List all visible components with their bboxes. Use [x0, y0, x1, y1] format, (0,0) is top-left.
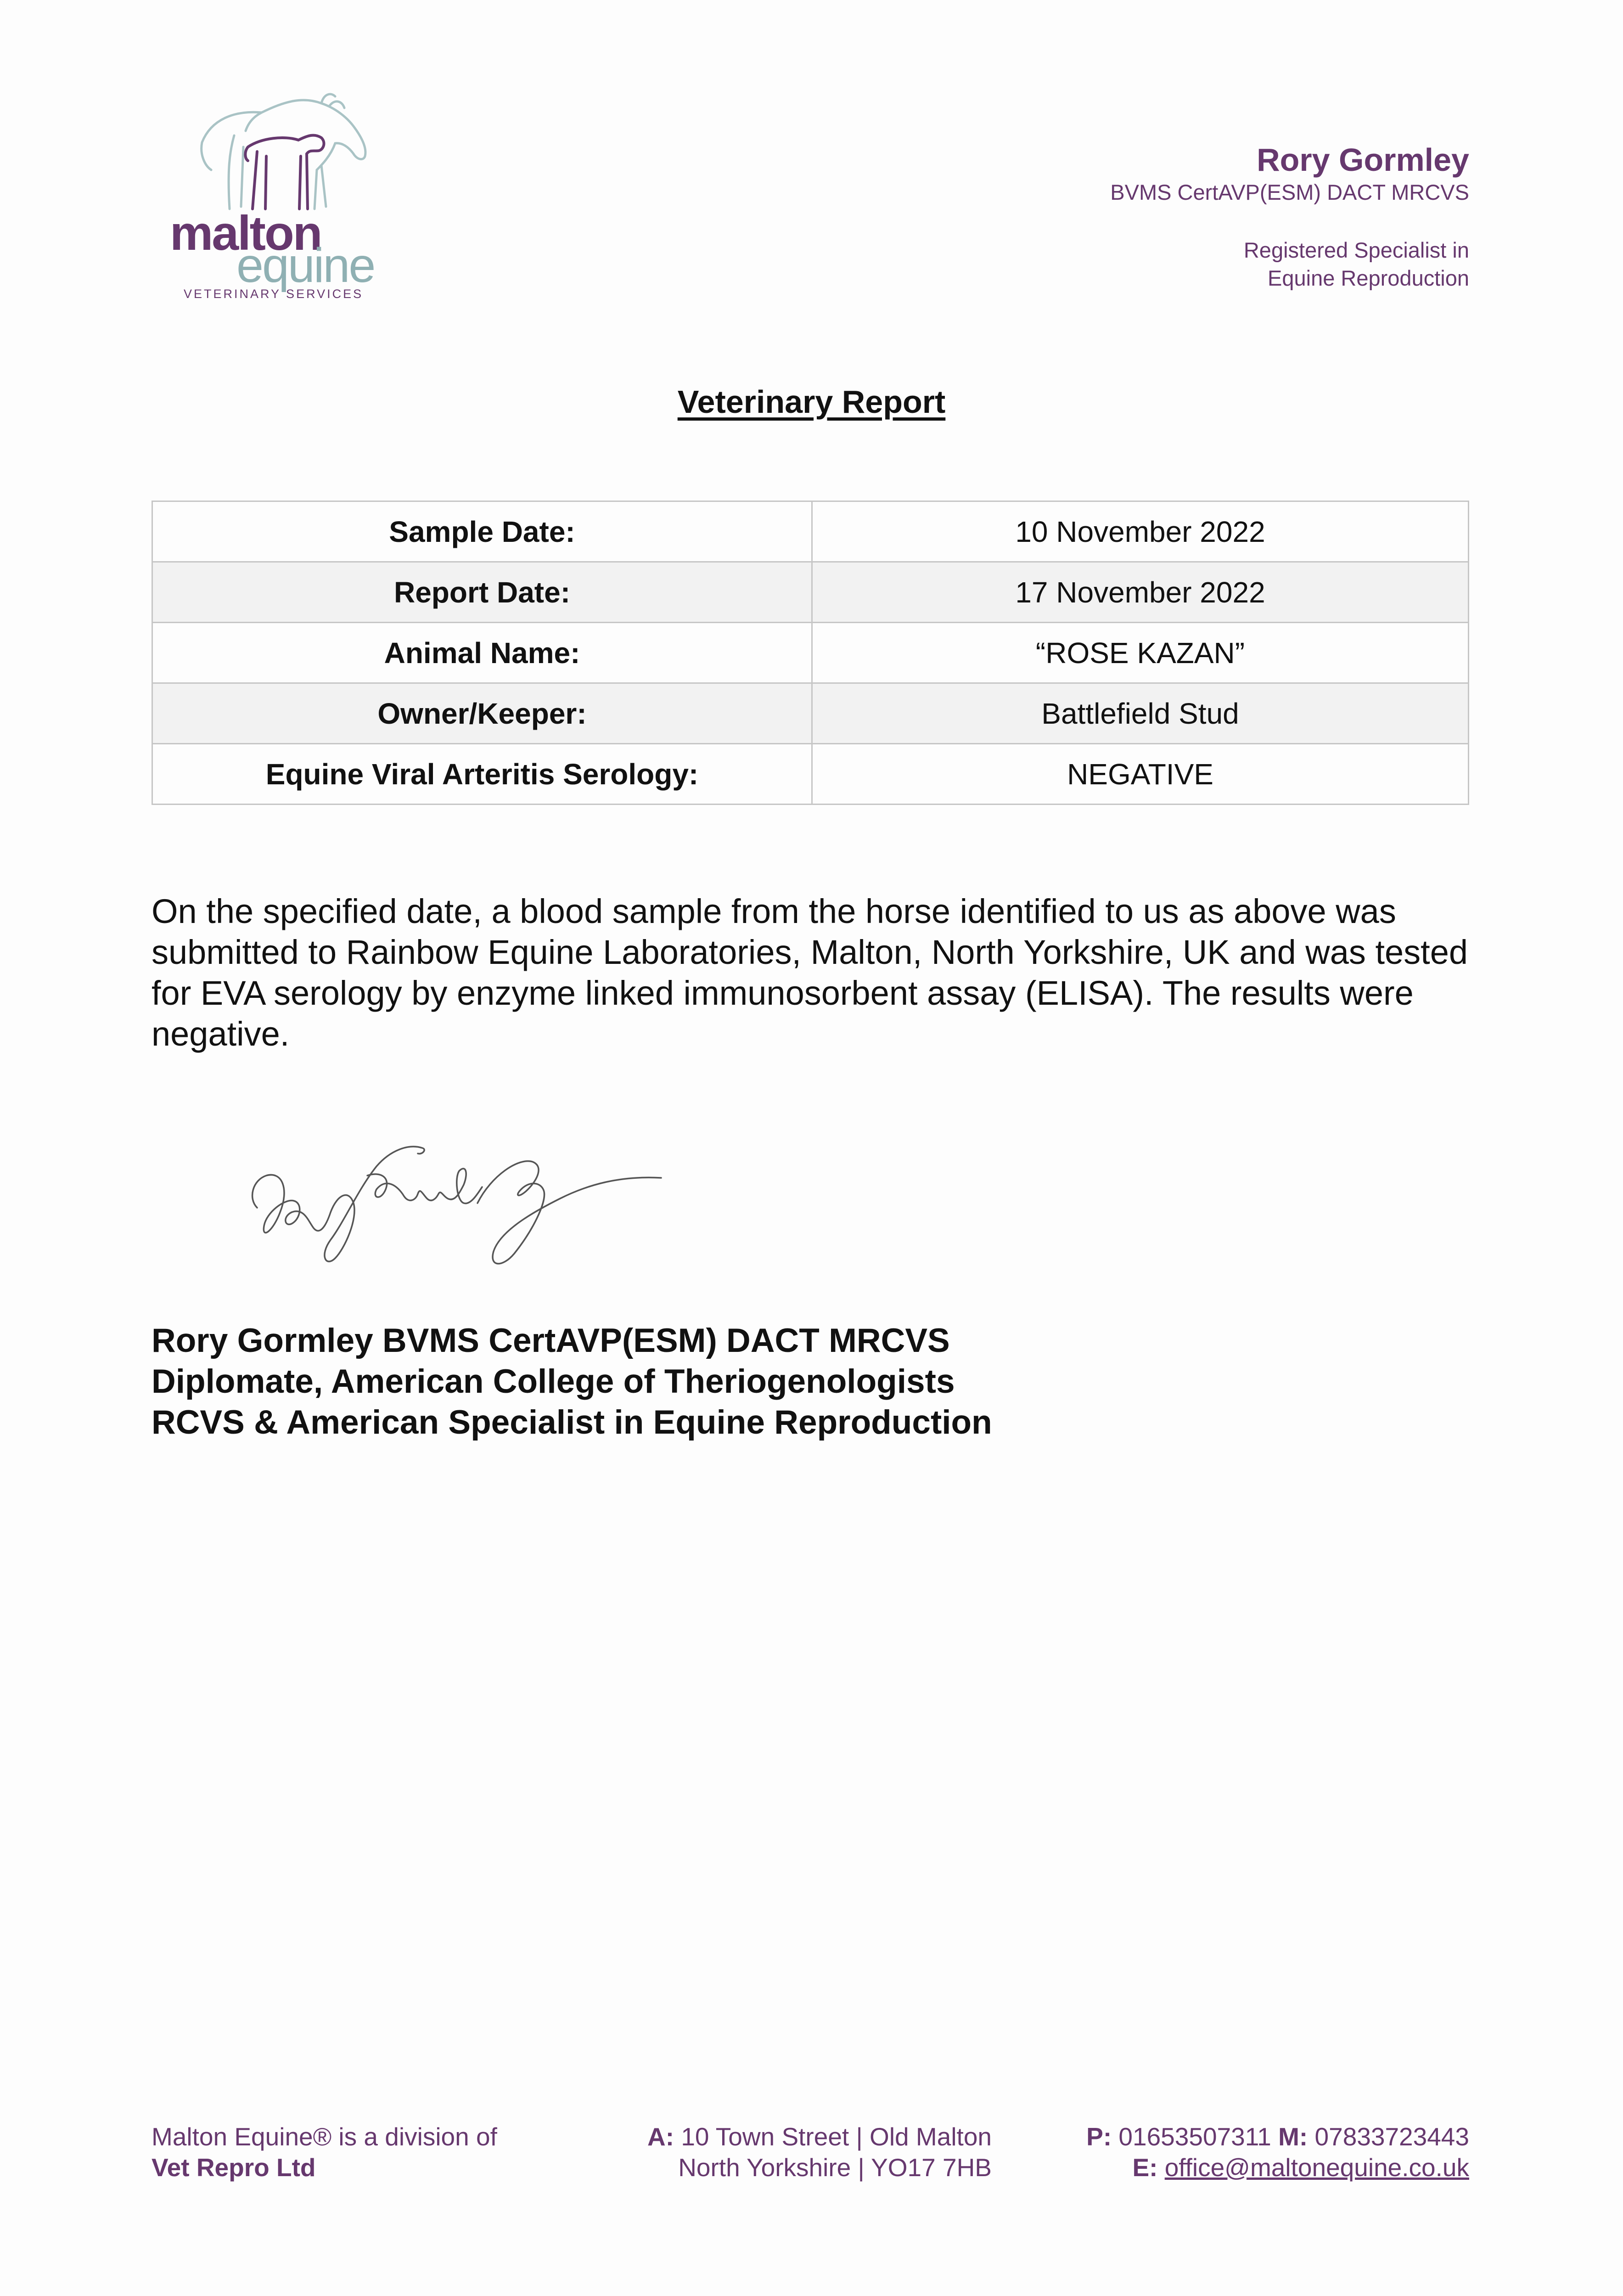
- footer-company: [152, 2122, 497, 2183]
- signatory-name: Rory Gormley BVMS CertAVP(ESM) DACT MRCVS: [152, 1322, 950, 1359]
- address-line-2: North Yorkshire | YO17 7HB: [678, 2153, 992, 2182]
- signatory-specialist: RCVS & American Specialist in Equine Reproduction: [152, 1404, 992, 1441]
- signatory-block: [152, 1320, 992, 1443]
- row-value: NEGATIVE: [812, 744, 1469, 805]
- logo-subtitle: VETERINARY SERVICES: [184, 287, 364, 301]
- phone-number: 01653507311: [1118, 2122, 1271, 2151]
- signatory-diplomate: Diplomate, American College of Theriogenologists: [152, 1363, 955, 1400]
- logo-word-malton: malton: [170, 206, 321, 260]
- footer-address: [597, 2122, 992, 2183]
- row-label: Equine Viral Arteritis Serology:: [152, 744, 812, 805]
- email-key: E:: [1132, 2153, 1158, 2182]
- phone-key: P:: [1086, 2122, 1112, 2151]
- specialist-line-2: Equine Reproduction: [1268, 266, 1469, 291]
- mobile-number: 07833723443: [1314, 2122, 1469, 2151]
- logo-word-equine: equine: [236, 238, 375, 293]
- address-key: A:: [647, 2122, 674, 2151]
- email-link[interactable]: office@maltonequine.co.uk: [1164, 2153, 1469, 2182]
- row-value: 10 November 2022: [812, 501, 1469, 562]
- row-label: Owner/Keeper:: [152, 683, 812, 744]
- row-label: Animal Name:: [152, 623, 812, 683]
- row-value: Battlefield Stud: [812, 683, 1469, 744]
- practitioner-header: [1110, 142, 1469, 292]
- row-label: Sample Date:: [152, 501, 812, 562]
- footer-division-text: Malton Equine® is a division of: [152, 2122, 497, 2151]
- specialist-line-1: Registered Specialist in: [1243, 238, 1469, 262]
- report-title: Veterinary Report: [677, 384, 946, 420]
- practitioner-credentials: BVMS CertAVP(ESM) DACT MRCVS: [1110, 180, 1469, 204]
- footer-company-name: Vet Repro Ltd: [152, 2153, 316, 2182]
- row-value: 17 November 2022: [812, 562, 1469, 623]
- address-line-1: 10 Town Street | Old Malton: [681, 2122, 992, 2151]
- practitioner-name: Rory Gormley: [1257, 142, 1469, 178]
- row-label: Report Date:: [152, 562, 812, 623]
- report-paragraph: On the specified date, a blood sample from the horse identified to us as above was submitted to Rainbow Equine Laboratories, Malton, North Yorkshire, UK and was tested for EVA serology by enzyme linked immunosorbent assay (ELISA). The results were negative.: [152, 892, 1468, 1053]
- specialist-status: [1110, 236, 1469, 292]
- table-row: [152, 683, 1469, 744]
- table-row: [152, 623, 1469, 683]
- signature-image: [239, 1120, 680, 1272]
- report-details-table: [152, 501, 1469, 805]
- row-value: “ROSE KAZAN”: [812, 623, 1469, 683]
- table-row: [152, 744, 1469, 805]
- table-row: [152, 501, 1469, 562]
- footer-contact: [1086, 2122, 1469, 2183]
- table-row: [152, 562, 1469, 623]
- mobile-key: M:: [1278, 2122, 1308, 2151]
- horses-logo-icon: [184, 92, 376, 216]
- malton-equine-logo: [165, 92, 404, 308]
